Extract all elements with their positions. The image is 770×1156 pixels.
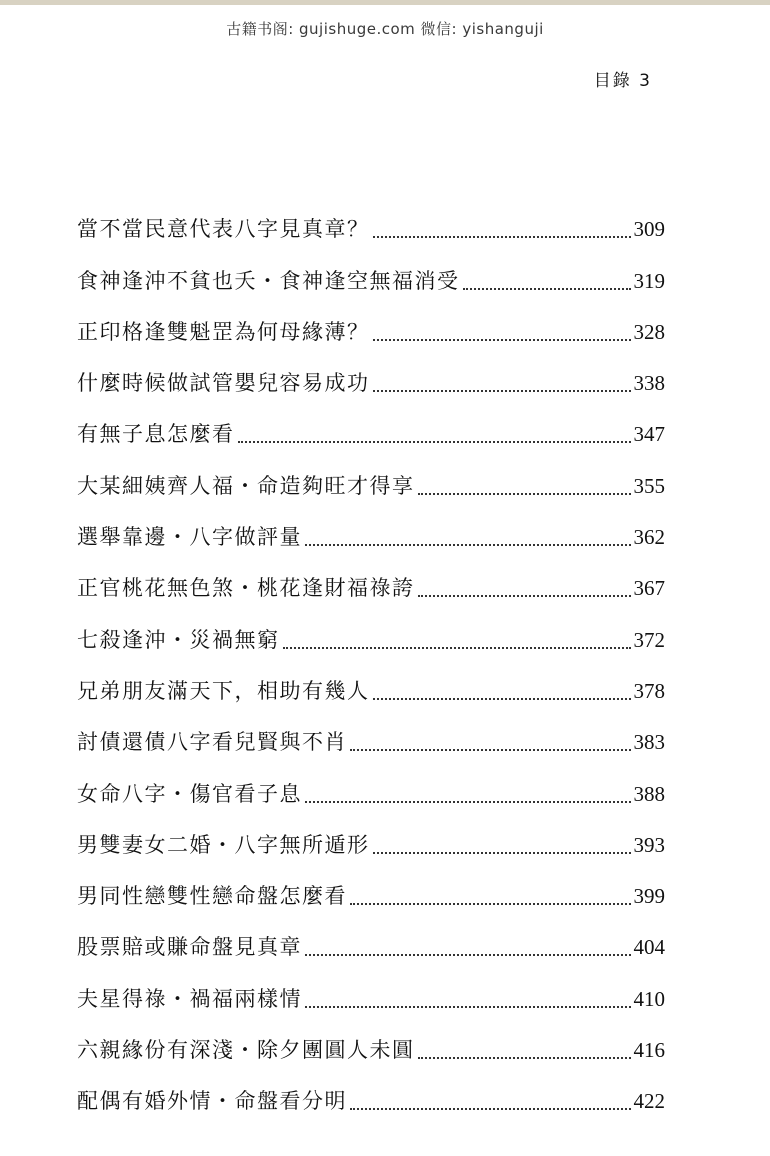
toc-entry-page: 362 — [633, 525, 665, 550]
dot-leader — [305, 544, 631, 546]
toc-entry-page: 328 — [633, 319, 665, 344]
toc-entry-page: 404 — [633, 935, 665, 960]
dot-leader — [418, 1057, 631, 1059]
dot-leader — [373, 236, 631, 238]
dot-leader — [305, 801, 631, 803]
dot-leader — [463, 288, 631, 290]
toc-entry[interactable] — [77, 504, 665, 555]
toc-entry-title: 夫星得祿・禍福兩樣情 — [77, 986, 302, 1011]
dot-leader — [418, 493, 631, 495]
dot-leader — [373, 698, 631, 700]
toc-entry[interactable] — [77, 350, 665, 401]
top-border — [0, 0, 770, 5]
dot-leader — [238, 441, 631, 443]
toc-entry-page: 393 — [633, 832, 665, 857]
page-header — [594, 66, 652, 91]
toc-entry-page: 372 — [633, 627, 665, 652]
toc-entry-title: 食神逢沖不貧也夭・食神逢空無福消受 — [77, 268, 460, 293]
toc-entry-title: 六親緣份有深淺・除夕團圓人未圓 — [77, 1038, 415, 1063]
dot-leader — [350, 1108, 631, 1110]
toc-entry-page: 347 — [633, 422, 665, 447]
toc-entry[interactable] — [77, 452, 665, 503]
toc-entry-title: 大某細姨齊人福・命造夠旺才得享 — [77, 473, 415, 498]
toc-entry[interactable] — [77, 812, 665, 863]
dot-leader — [305, 1006, 631, 1008]
toc-entry[interactable] — [77, 658, 665, 709]
toc-entry[interactable] — [77, 1017, 665, 1068]
toc-entry-page: 367 — [633, 576, 665, 601]
dot-leader — [373, 390, 631, 392]
toc-entry-page: 338 — [633, 371, 665, 396]
toc-entry[interactable] — [77, 1068, 665, 1119]
section-title: 目錄 — [593, 71, 632, 91]
toc-entry-title: 正印格逢雙魁罡為何母緣薄？ — [77, 319, 370, 344]
toc-entry-page: 388 — [633, 781, 665, 806]
toc-entry-page: 399 — [633, 884, 665, 909]
toc-entry[interactable] — [77, 555, 665, 606]
toc-entry-title: 當不當民意代表八字見真章？ — [77, 217, 370, 242]
toc-entry-page: 422 — [633, 1089, 665, 1114]
watermark-text: 古籍书阁: gujishuge.com 微信: yishanguji — [226, 20, 544, 38]
toc-entry-title: 什麼時候做試管嬰兒容易成功 — [77, 371, 370, 396]
toc-entry[interactable] — [77, 247, 665, 298]
toc-entry-title: 討債還債八字看兒賢與不肖 — [77, 730, 347, 755]
toc-entry-title: 七殺逢沖・災禍無窮 — [77, 627, 280, 652]
toc-entry-page: 378 — [633, 678, 665, 703]
toc-entry-title: 有無子息怎麼看 — [77, 422, 235, 447]
dot-leader — [418, 595, 631, 597]
toc-entry-title: 正官桃花無色煞・桃花逢財福祿誇 — [77, 576, 415, 601]
toc-entry[interactable] — [77, 401, 665, 452]
toc-entry-title: 股票賠或賺命盤見真章 — [77, 935, 302, 960]
dot-leader — [373, 852, 631, 854]
page-number: 3 — [639, 71, 652, 91]
toc-entry[interactable] — [77, 760, 665, 811]
toc-entry-title: 女命八字・傷官看子息 — [77, 781, 302, 806]
toc-entry-title: 配偶有婚外情・命盤看分明 — [77, 1089, 347, 1114]
toc-entry-title: 選舉靠邊・八字做評量 — [77, 525, 302, 550]
dot-leader — [305, 954, 631, 956]
toc-entry-page: 355 — [633, 473, 665, 498]
dot-leader — [350, 903, 631, 905]
dot-leader — [350, 749, 631, 751]
dot-leader — [283, 647, 631, 649]
toc-entry-title: 男同性戀雙性戀命盤怎麼看 — [77, 884, 347, 909]
dot-leader — [373, 339, 631, 341]
toc-entry[interactable] — [77, 709, 665, 760]
toc-entry[interactable] — [77, 299, 665, 350]
toc-entry-title: 兄弟朋友滿天下，相助有幾人 — [77, 678, 370, 703]
toc-entry[interactable] — [77, 196, 665, 247]
toc-entry-page: 319 — [633, 268, 665, 293]
toc-entry[interactable] — [77, 914, 665, 965]
toc-entry-page: 383 — [633, 730, 665, 755]
toc-entry-title: 男雙妻女二婚・八字無所遁形 — [77, 832, 370, 857]
toc-entry-page: 309 — [633, 217, 665, 242]
toc-entry[interactable] — [77, 965, 665, 1016]
toc-entry-page: 410 — [633, 986, 665, 1011]
toc-entry[interactable] — [77, 863, 665, 914]
table-of-contents — [77, 196, 665, 1119]
toc-entry[interactable] — [77, 606, 665, 657]
toc-entry-page: 416 — [633, 1038, 665, 1063]
